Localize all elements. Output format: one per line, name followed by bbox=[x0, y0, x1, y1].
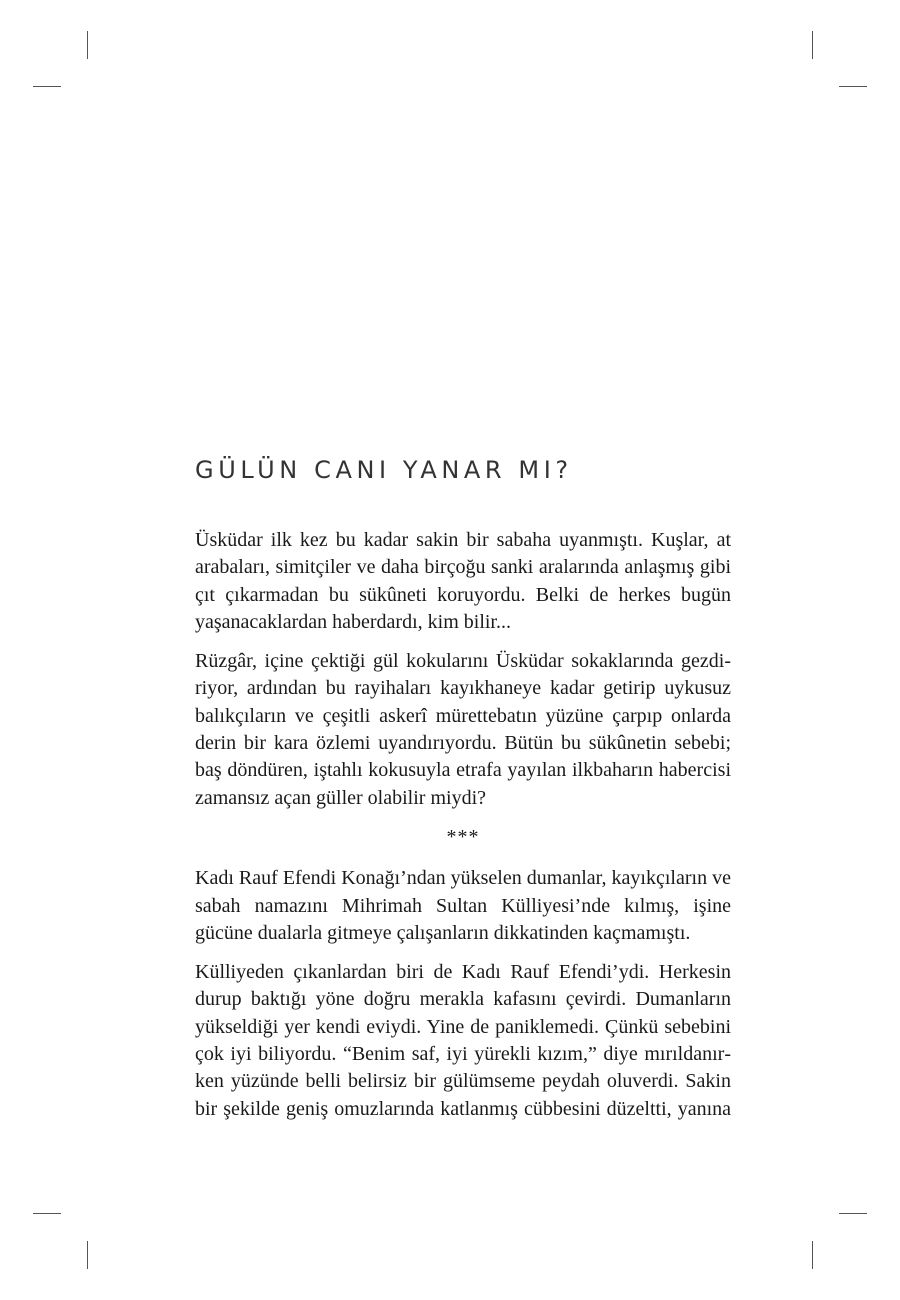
crop-mark-bottom-right-vertical bbox=[812, 1241, 813, 1269]
crop-mark-top-left-vertical bbox=[87, 31, 88, 59]
paragraph: Rüzgâr, içine çektiği gül kokularını Üsküdar sokaklarında gezdiriyor, ardından bu rayihaları kayıkhaneye kadar getirip uykusuz balıkçıların ve çeşitli askerî mürettebatın yüzüne çarpıp onlarda derin bir kara özlemi uyandırıyordu. Bütün bu sükûnetin sebebi; baş döndüren, iştahlı kokusuyla etrafa yayılan ilkbaharın habercisi zamansız açan güller olabilir miydi? bbox=[195, 650, 731, 809]
crop-mark-bottom-left-horizontal bbox=[33, 1213, 61, 1214]
crop-mark-top-left-horizontal bbox=[33, 86, 61, 87]
crop-mark-top-right-vertical bbox=[812, 31, 813, 59]
body-text bbox=[195, 527, 731, 1135]
crop-mark-top-right-horizontal bbox=[839, 86, 867, 87]
crop-mark-bottom-left-vertical bbox=[87, 1241, 88, 1269]
crop-mark-bottom-right-horizontal bbox=[839, 1213, 867, 1214]
paragraph: Üsküdar ilk kez bu kadar sakin bir sabaha uyanmıştı. Kuşlar, at arabaları, simitçiler ve daha birçoğu sanki aralarında anlaşmış gibi çıt çıkarmadan bu sükûneti koruyordu. Belki de herkes bugün yaşanacaklardan haberdardı, kim bilir... bbox=[195, 529, 731, 633]
paragraph: Kadı Rauf Efendi Konağı’ndan yükselen dumanlar, kayıkçıların ve sabah namazını Mihrimah Sultan Külliyesi’nde kılmış, işine gücüne dualarla gitmeye çalışanların dikkatinden kaçmamıştı. bbox=[195, 867, 731, 944]
chapter-title: GÜLÜN CANI YANAR MI? bbox=[195, 456, 573, 484]
paragraph: Külliyeden çıkanlardan biri de Kadı Rauf Efendi’ydi. Herkesin durup baktığı yöne doğru merakla kafasını çevirdi. Dumanların yükseldiği yer kendi eviydi. Yine de paniklemedi. Çünkü sebebini çok iyi biliyordu. “Benim saf, iyi yürekli kızım,” diye mırıldanırken yüzünde belli belirsiz bir gülümseme peydah oluverdi. Sakin bir şekilde geniş omuzlarında katlanmış cübbesini düzeltti, yanına bbox=[195, 961, 731, 1120]
section-separator: *** bbox=[446, 825, 480, 848]
